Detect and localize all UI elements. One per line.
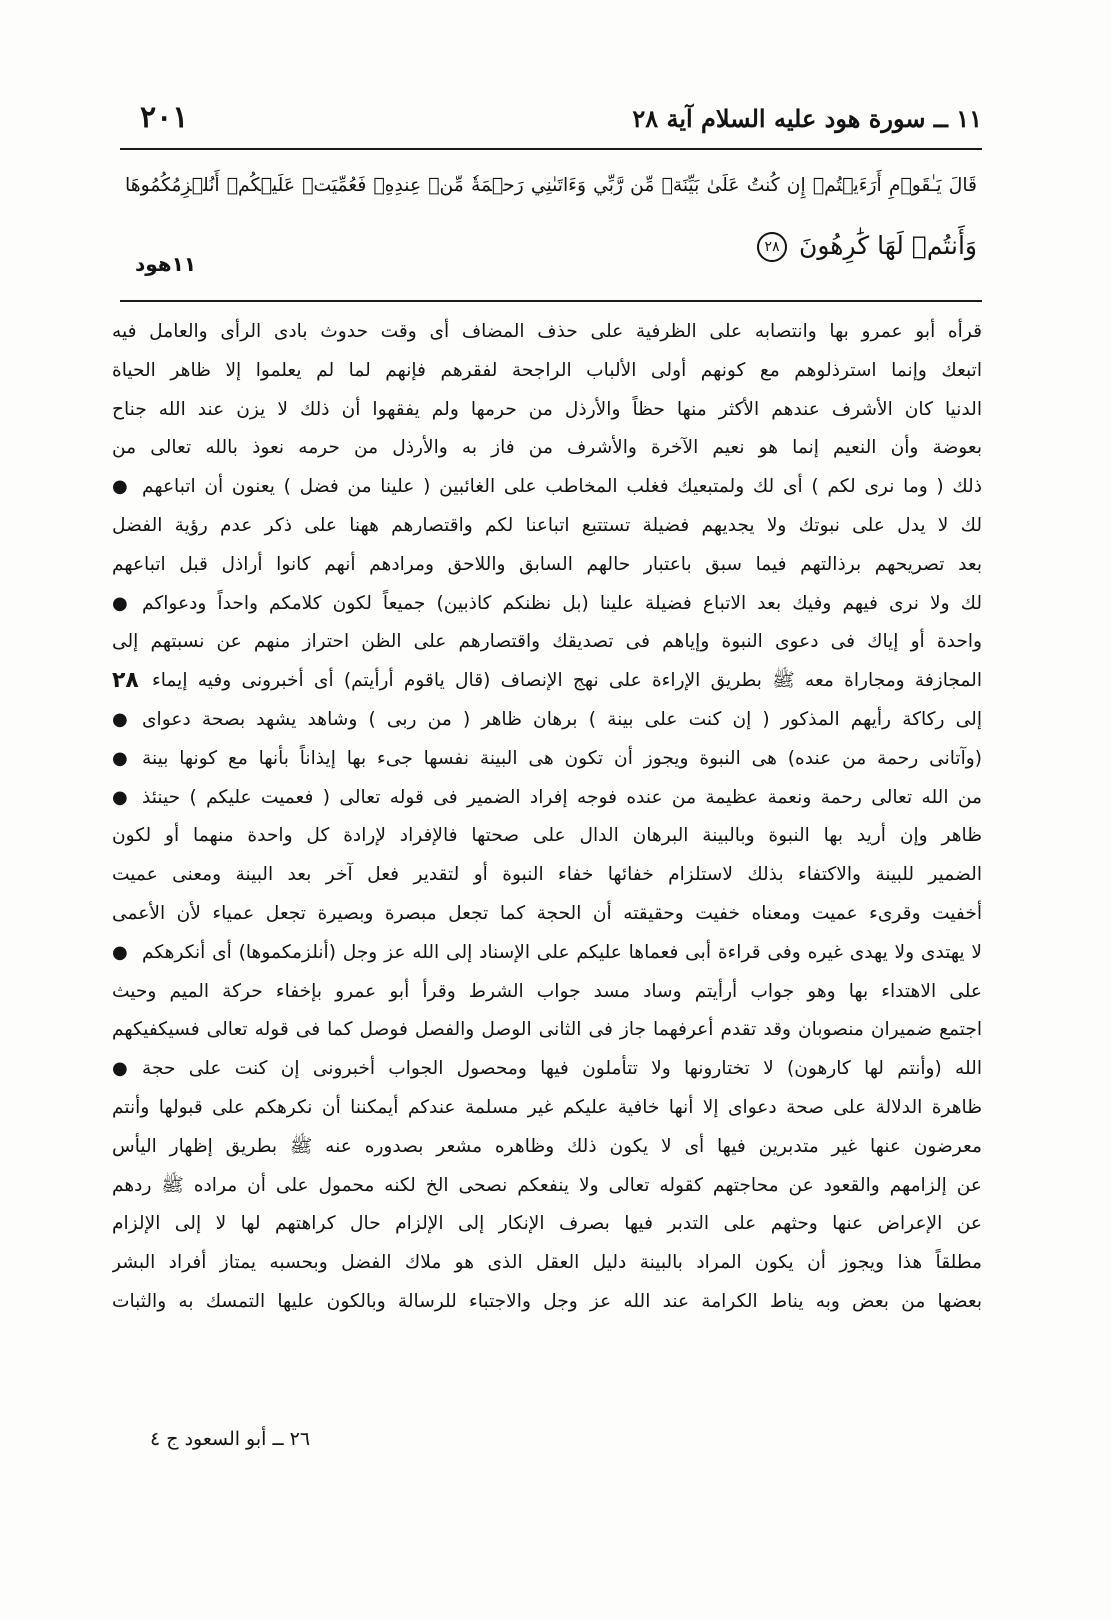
bullet-marker: ● <box>112 747 128 769</box>
commentary-line-text: الله (وأنتم لها كارهون) لا تختارونها ولا تتأملون فيها ومحصول الجواب أخبرونى إن كنت على حجة <box>142 1058 982 1080</box>
commentary-line-text: بعضها من بعض وبه يناط الكرامة عند الله عز وجل والاجتباء للرسالة وبالكون عليها التمسك به والثبات <box>112 1290 982 1312</box>
commentary-line <box>112 623 982 662</box>
commentary-line-text: بعوضة وأن النعيم إنما هو نعيم الآخرة والأشرف من فاز به والأرذل من حرمه نعوذ بالله تعالى من <box>112 437 982 459</box>
commentary-line-text: بعد تصريحهم برذالتهم فيما سبق باعتبار حالهم السابق واللاحق ومرادهم أنهم كانوا أراذل قبل اتباعهم <box>112 553 982 575</box>
commentary-line <box>112 429 982 468</box>
commentary-line-text: عن إلزامهم والقعود عن محاجتهم كقوله تعالى ولا ينفعكم نصحى الخ لكنه محمول على أن مراده ﷺ ردهم <box>112 1174 982 1196</box>
verse-line-2-text: وَأَنتُمۡ لَهَا كَٰرِهُونَ <box>799 231 977 260</box>
commentary-line <box>112 1167 982 1206</box>
commentary-line-text: الدنيا كان الأشرف عندهم الأكثر منها حظاً والأرذل من حرمها ولم يفقهوا أن ذلك لا يزن عند الله جناح <box>112 398 982 420</box>
commentary-line <box>112 1205 982 1244</box>
bullet-marker: ● <box>112 786 128 808</box>
commentary-line <box>112 934 982 973</box>
commentary-line-text: لك لا يدل على نبوتك ولا يجديهم فضيلة تستتبع اتباعنا لكم واقتصارهم ههنا على ذكر عدم رؤية الفضل <box>112 514 982 536</box>
commentary-line <box>112 856 982 895</box>
commentary-line-text: لا يهتدى ولا يهدى غيره وفى قراءة أبى فعماها عليكم على الإسناد إلى الله عز وجل (أنلزمكموها) أى أنكرهكم <box>142 941 982 963</box>
commentary-line-text: اتبعك وإنما استرذلوهم مع كونهم أولى الألباب الراجحة لفقرهم فإنهم لما لم يعلموا إلا ظاهر الحياة <box>112 359 982 381</box>
commentary-body <box>112 313 982 1322</box>
verse-number-margin: ٢٨ <box>112 668 139 694</box>
commentary-line-text: ظاهر وإن أريد بها النبوة وبالبينة البرهان الدال على صحتها فالإفراد لإرادة كل واحدة منهما أو لكون <box>112 825 982 847</box>
commentary-line <box>112 779 982 818</box>
header-rule <box>120 148 982 150</box>
commentary-line-text: اجتمع ضميران منصوبان وقد تقدم أعرفهما جاز فى الثانى الوصل والفصل فوصل كما فى قوله تعالى فسيكفيكهم <box>112 1019 982 1041</box>
page-header <box>120 100 982 146</box>
commentary-line <box>112 352 982 391</box>
commentary-line-text: على الاهتداء بها وهو جواب أرأيتم وساد مسد جواب الشرط وقرأ أبو عمرو بإخفاء حركة الميم وحيث <box>112 980 982 1002</box>
commentary-line-text: واحدة أو إياك فى دعوى النبوة وإياهم فى تصديقك واقتصارهم على الظن احتراز منهم عن نسبتهم إلى <box>112 631 982 653</box>
verse-line-2 <box>757 226 977 266</box>
commentary-line <box>112 817 982 856</box>
footer-signature: ٢٦ ــ أبو السعود ج ٤ <box>150 1428 311 1450</box>
commentary-line <box>112 740 982 779</box>
commentary-line-text: مطلقاً هذا ويجوز أن يكون المراد بالبينة دليل العقل الذى هو ملاك الفضل وبحسبه يمتاز أفراد البشر <box>112 1252 982 1274</box>
commentary-line <box>112 1283 982 1322</box>
commentary-line <box>112 313 982 352</box>
verse-line-1: قَالَ يَـٰقَوۡمِ أَرَءَيۡتُمۡ إِن كُنتُ عَلَىٰ بَيِّنَةٖ مِّن رَّبِّي وَءَاتَىٰنِي رَحۡمَةٗ مِّنۡ عِندِهِۦ فَعُمِّيَتۡ عَلَيۡكُمۡ أَنُلۡزِمُكُمُوهَا <box>125 175 977 196</box>
commentary-line-text: من الله تعالى رحمة ونعمة عظيمة من عنده فوجه إفراد الضمير فى قوله تعالى ( فعميت عليكم ) حينئذ <box>142 786 982 808</box>
commentary-line <box>112 391 982 430</box>
bullet-marker: ● <box>112 476 128 498</box>
commentary-line <box>112 585 982 624</box>
commentary-line-text: ظاهرة الدلالة على صحة دعواى إلا أنها خافية عليكم غير مسلمة عندكم أيمكننا أن نكرهكم على قبولها وأنتم <box>112 1096 982 1118</box>
bullet-marker: ● <box>112 941 128 963</box>
running-title: ١١ ــ سورة هود عليه السلام آية ٢٨ <box>632 104 982 133</box>
commentary-line <box>112 895 982 934</box>
commentary-line <box>112 1089 982 1128</box>
commentary-line-text: (وآتانى رحمة من عنده) هى النبوة ويجوز أن تكون هى البينة نفسها جىء بها إيذاناً بأنها مع كونها بينة <box>142 747 982 769</box>
surah-reference: ١١هود <box>135 252 197 276</box>
verse-number-marker: ٢٨ <box>757 232 787 262</box>
commentary-line <box>112 468 982 507</box>
commentary-line <box>112 1050 982 1089</box>
commentary-line <box>112 1011 982 1050</box>
verse-separator-rule <box>120 300 982 302</box>
commentary-line <box>112 973 982 1012</box>
commentary-line-text: الضمير للبينة والاكتفاء بذلك لاستلزام خفائها خفاء النبوة أو لتقدير فعل آخر بعد البينة ومعنى عميت <box>112 864 982 886</box>
commentary-line-text: عن الإعراض عنها وحثهم على التدبر فيها بصرف الإنكار إلى الإلزام حال كراهتهم لها لا إلى الإلزام <box>112 1213 982 1235</box>
quran-verse-block <box>125 166 977 291</box>
commentary-line <box>112 1128 982 1167</box>
commentary-line <box>112 1244 982 1283</box>
commentary-line-text: إلى ركاكة رأيهم المذكور ( إن كنت على بينة ) برهان ظاهر ( من ربى ) وشاهد يشهد بصحة دعواى <box>142 708 982 730</box>
commentary-line-text: قرأه أبو عمرو بها وانتصابه على الظرفية على حذف المضاف أى وقت حدوث بادى الرأى والعامل فيه <box>112 321 982 342</box>
commentary-line <box>112 507 982 546</box>
commentary-line-text: لك ولا نرى فيهم وفيك بعد الاتباع فضيلة علينا (بل نظنكم كاذبين) جميعاً لكون كلامكم واحداً ودعواكم <box>142 592 982 614</box>
commentary-line-text: معرضون عنها غير متدبرين فيها أى لا يكون ذلك وظاهره مشعر بصدوره عنه ﷺ بطريق إظهار اليأس <box>112 1135 982 1157</box>
commentary-line-text: ذلك ( وما نرى لكم ) أى لك ولمتبعيك فغلب المخاطب على الغائبين ( علينا من فضل ) يعنون أن اتباعهم <box>142 476 982 498</box>
commentary-line-text: أخفيت وقرىء عميت ومعناه خفيت وحقيقته أن الحجة كما تجعل مبصرة وبصيرة تجعل عمياء لأن الأعمى <box>112 902 982 924</box>
bullet-marker: ● <box>112 592 128 614</box>
bullet-marker: ● <box>112 708 128 730</box>
commentary-line <box>112 701 982 740</box>
commentary-line-text: المجازفة ومجاراة معه ﷺ بطريق الإراءة على نهج الإنصاف (قال ياقوم أرأيتم) أى أخبرونى وفيه إيماء <box>152 670 982 692</box>
bullet-marker: ● <box>112 1058 128 1080</box>
commentary-line <box>112 546 982 585</box>
commentary-line <box>112 662 982 701</box>
page-number: ٢٠١ <box>140 100 189 135</box>
